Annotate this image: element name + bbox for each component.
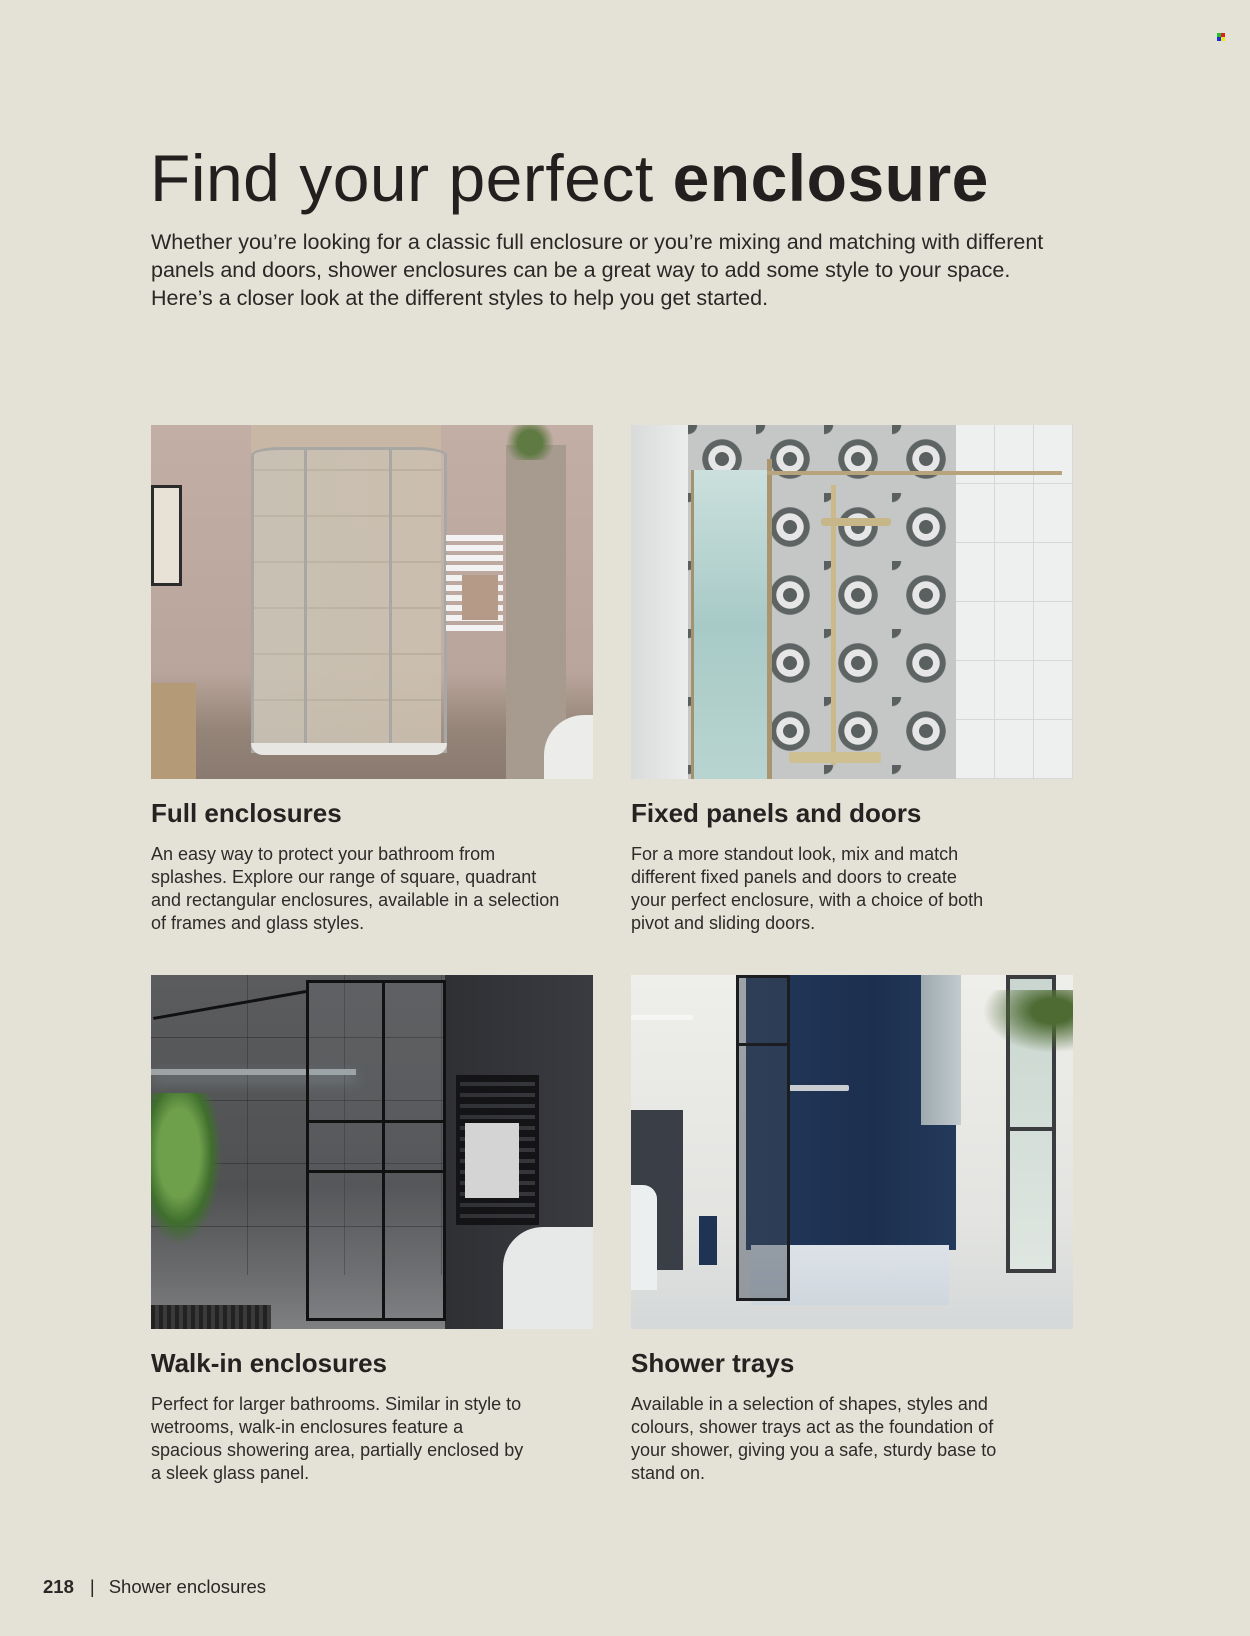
color-registration-mark: [1217, 33, 1225, 41]
page-title: [150, 138, 989, 218]
page-title-regular: Find your perfect: [150, 141, 673, 215]
card-body: For a more standout look, mix and match different fixed panels and doors to create your perfect enclosure, with a choice of both pivot and sliding doors.: [631, 844, 984, 933]
page-footer: [43, 1576, 266, 1598]
fixed-panel-photo: [631, 425, 1073, 779]
card-walk-in-enclosures: [151, 975, 593, 1483]
card-body: Perfect for larger bathrooms. Similar in style to wetrooms, walk-in enclosures feature a spacious showering area, partially enclosed by a sleek glass panel.: [151, 1394, 524, 1483]
walk-in-enclosure-photo: [151, 975, 593, 1329]
footer-separator: |: [89, 1576, 95, 1597]
card-title: Walk-in enclosures: [151, 1348, 387, 1378]
full-enclosure-photo: [151, 425, 593, 779]
card-title: Full enclosures: [151, 798, 342, 828]
page-title-bold: enclosure: [672, 141, 989, 215]
section-name: Shower enclosures: [108, 1576, 267, 1597]
card-title: Shower trays: [631, 1348, 795, 1378]
card-full-enclosures: [151, 425, 593, 933]
shower-tray-photo: [631, 975, 1073, 1329]
card-title: Fixed panels and doors: [631, 798, 922, 828]
card-shower-trays: [631, 975, 1073, 1483]
intro-paragraph: Whether you’re looking for a classic full enclosure or you’re mixing and matching with different panels and doors, shower enclosures can be a great way to add some style to your space. Here’s a closer look at the different styles to help you get started.: [151, 230, 1044, 310]
card-body: Available in a selection of shapes, styles and colours, shower trays act as the foundation of your shower, giving you a safe, sturdy base to stand on.: [631, 1394, 997, 1483]
mark-yellow: [1221, 37, 1225, 41]
card-body: An easy way to protect your bathroom from splashes. Explore our range of square, quadrant and rectangular enclosures, available in a selection of frames and glass styles.: [151, 844, 560, 933]
card-fixed-panels-doors: [631, 425, 1073, 933]
page-number: 218: [43, 1576, 74, 1597]
